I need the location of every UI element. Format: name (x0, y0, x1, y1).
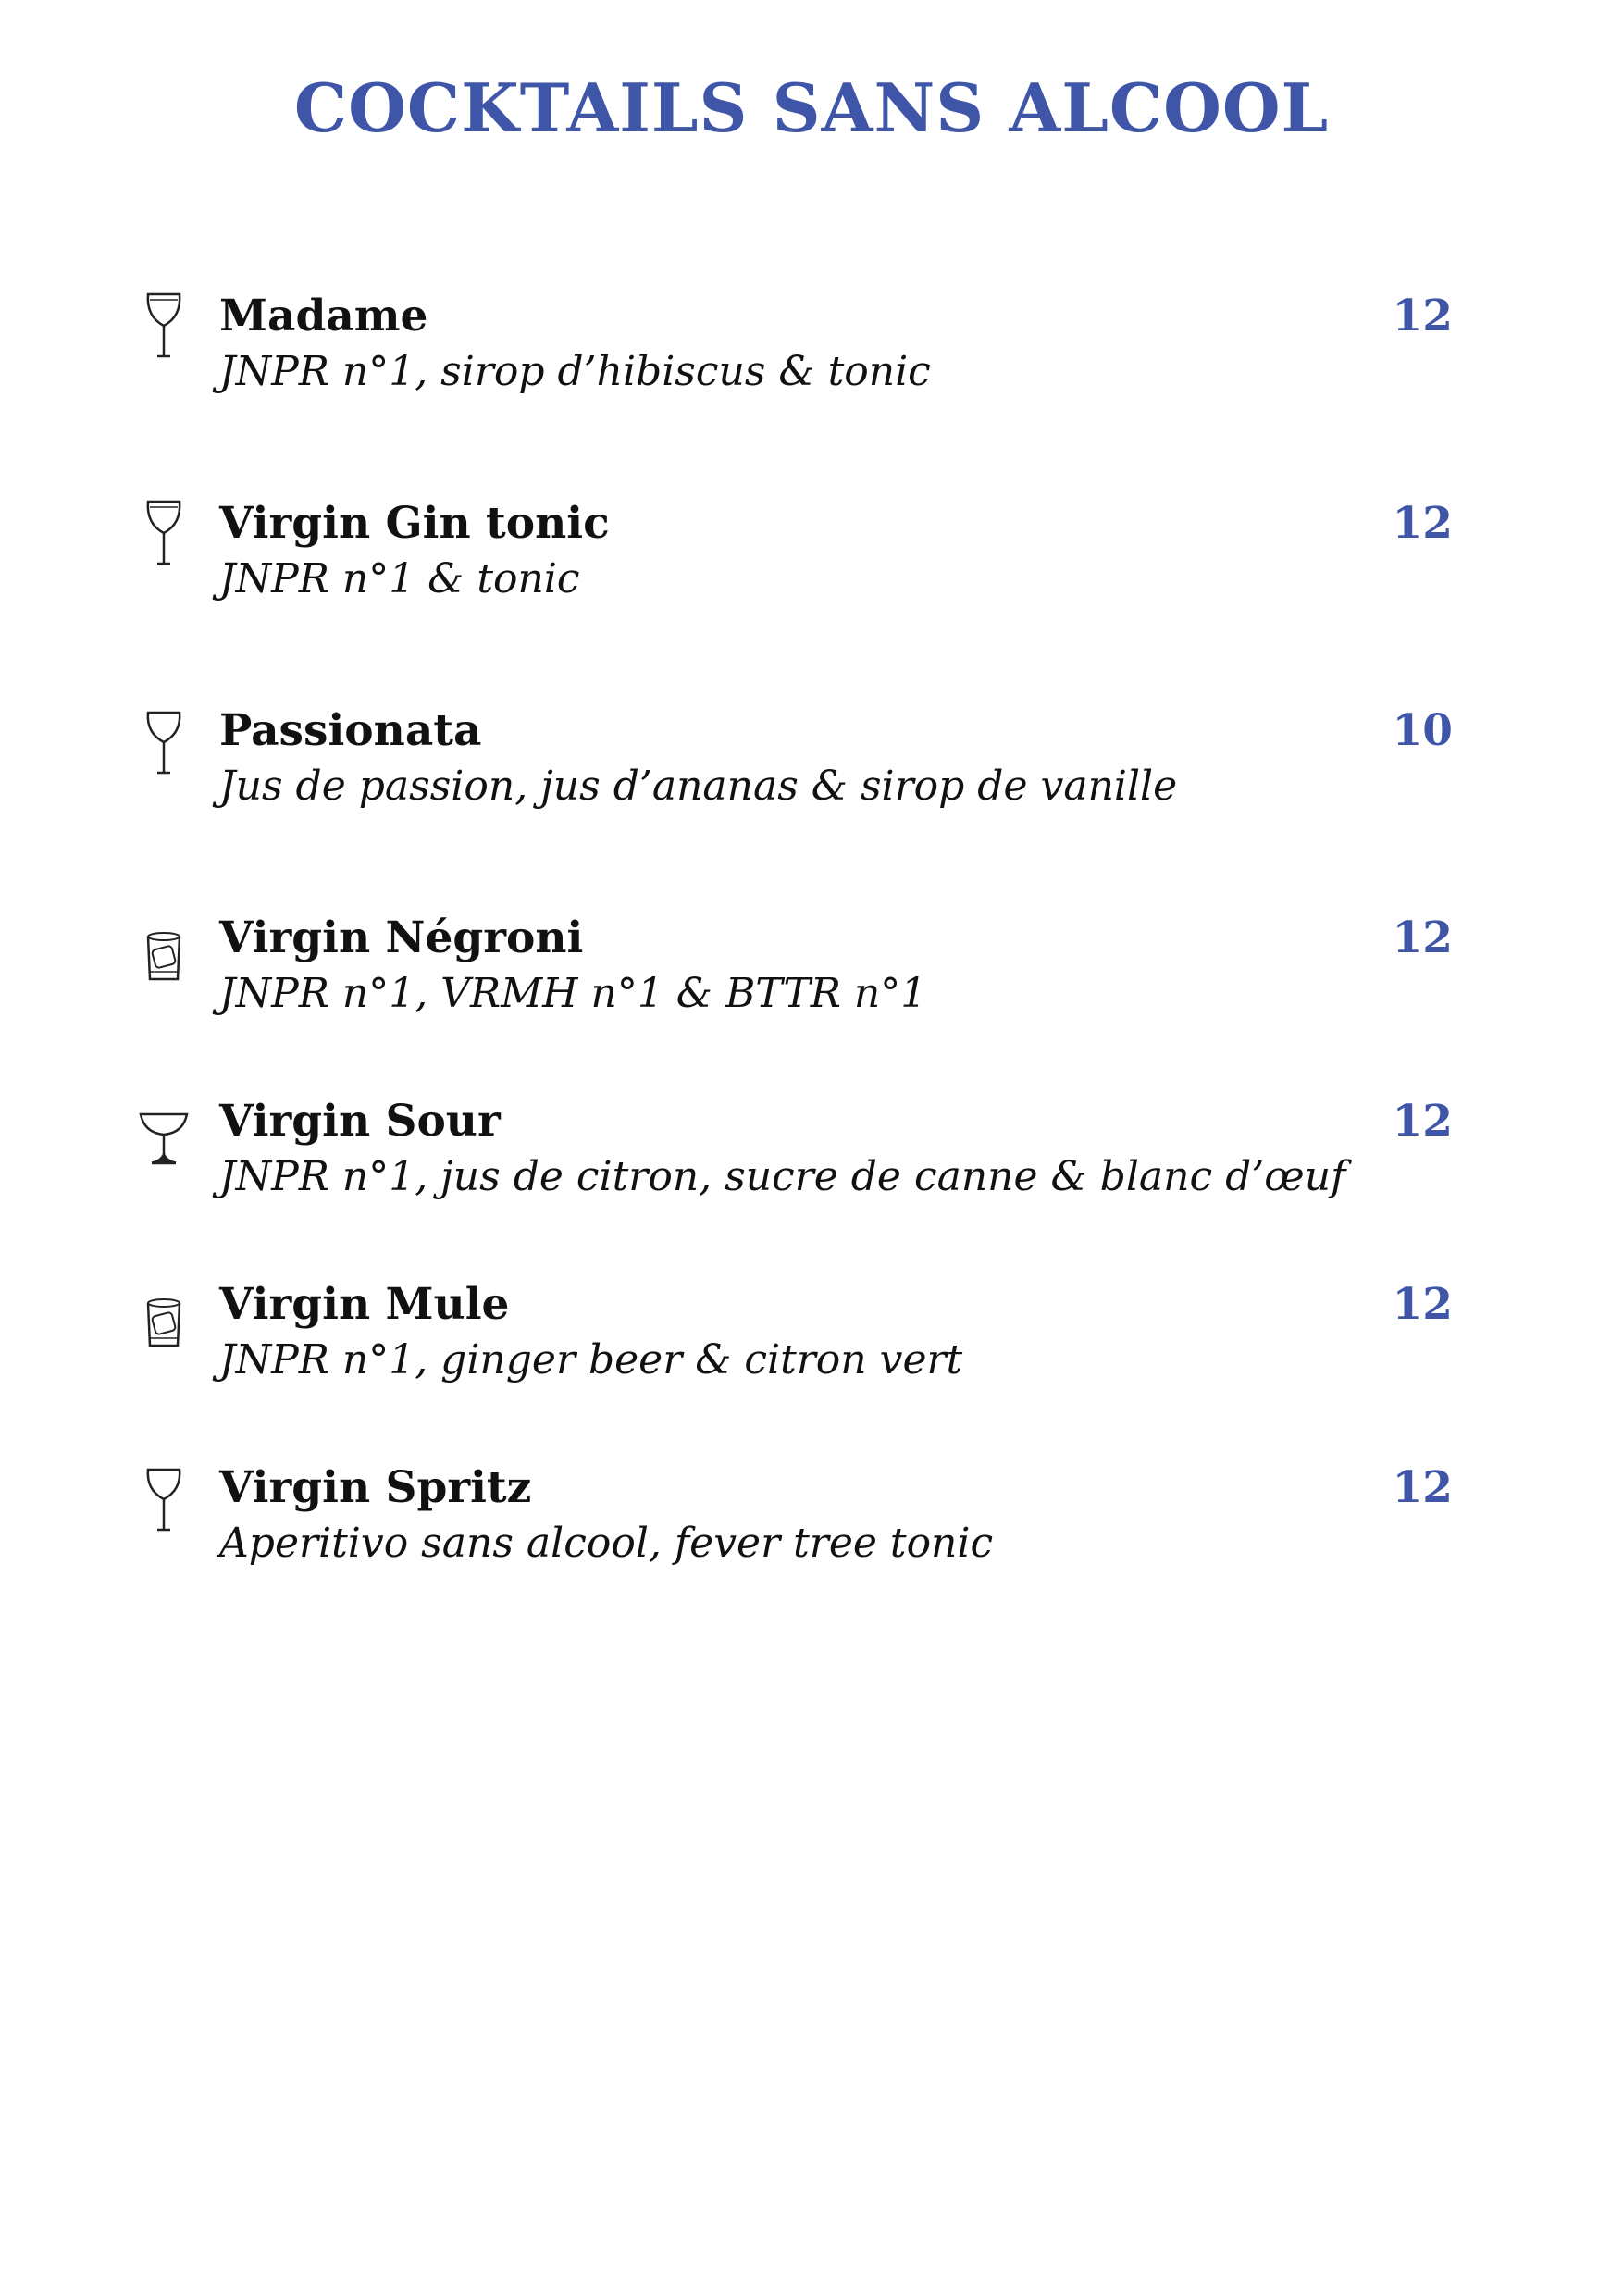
item-description: JNPR n°1, VRMH n°1 & BTTR n°1 (219, 970, 927, 1017)
item-description: Aperitivo sans alcool, fever tree tonic (219, 1520, 994, 1567)
wine-glass-icon (139, 289, 189, 363)
coupe-glass-icon (139, 1094, 189, 1168)
menu-item-virgin-sour (139, 1094, 1453, 1223)
menu-item-madame (139, 289, 1453, 418)
wine-glass-icon (139, 496, 189, 570)
item-name: Virgin Spritz (219, 1462, 532, 1513)
page-title: COCKTAILS SANS ALCOOL (293, 68, 1330, 147)
item-name: Virgin Gin tonic (219, 498, 610, 549)
item-price: 12 (1392, 1096, 1453, 1147)
item-description: JNPR n°1, jus de citron, sucre de canne & blanc d’œuf (219, 1153, 1346, 1200)
wine-glass-icon (139, 703, 189, 777)
item-price: 12 (1392, 1462, 1453, 1513)
item-description: Jus de passion, jus d’ananas & sirop de vanille (219, 763, 1178, 810)
item-price: 12 (1392, 912, 1453, 963)
menu-item-virgin-negroni (139, 911, 1453, 1040)
wine-glass-icon (139, 1460, 189, 1534)
item-price: 12 (1392, 498, 1453, 549)
item-price: 12 (1392, 1279, 1453, 1330)
item-name: Virgin Négroni (219, 912, 584, 963)
menu-item-virgin-gin-tonic (139, 496, 1453, 626)
menu-item-virgin-mule (139, 1277, 1453, 1407)
tumbler-glass-icon (139, 911, 189, 985)
item-name: Virgin Mule (219, 1279, 510, 1330)
menu-item-passionata (139, 703, 1453, 833)
item-description: JNPR n°1, ginger beer & citron vert (219, 1336, 963, 1384)
item-description: JNPR n°1, sirop d’hibiscus & tonic (219, 348, 931, 395)
item-price: 12 (1392, 291, 1453, 341)
item-name: Madame (219, 291, 428, 341)
menu-item-virgin-spritz (139, 1460, 1453, 1590)
item-price: 10 (1392, 705, 1453, 756)
item-description: JNPR n°1 & tonic (219, 555, 580, 602)
tumbler-glass-icon (139, 1277, 189, 1351)
item-name: Virgin Sour (219, 1096, 501, 1147)
item-name: Passionata (219, 705, 482, 756)
